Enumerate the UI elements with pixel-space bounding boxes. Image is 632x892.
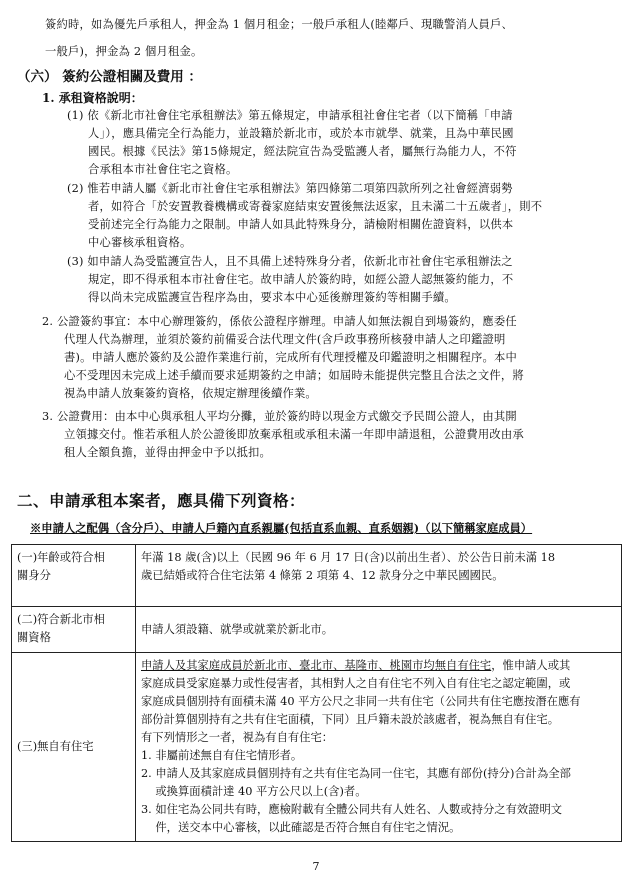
sub-1-line-4: 合承租本市社會住宅之資格。 — [88, 163, 238, 176]
intro-line-2: 一般戶)，押金為 2 個月租金。 — [45, 45, 203, 58]
sub-3-line-1: (3) 如申請人為受監護宣告人，且不具備上述特殊身分者，依新北市社會住宅承租辦法之 — [67, 255, 513, 268]
sub-2-line-3: 受前述完全行為能力之限制。申請人如具此特殊身分，請檢附相關佐證資料，以供本 — [88, 218, 514, 231]
item-3-line-3: 租人全額負擔，並得由押金中予以抵扣。 — [64, 446, 271, 459]
page-number: 7 — [312, 860, 320, 873]
item-2-line-3: 書)。申請人應於簽約及公證作業進行前，完成所有代理授權及印鑑證明之相關程序。本中 — [64, 351, 517, 364]
row-2-value: 申請人須設籍、就學或就業於新北市。 — [136, 607, 622, 653]
table-row — [12, 607, 622, 653]
item-1-title: 1. 承租資格說明： — [42, 91, 143, 105]
row-2-label: (二)符合新北市相 關資格 — [12, 607, 136, 653]
sub-1-line-3: 國民。根據《民法》第15條規定，經法院宣告為受監護人者，屬無行為能力人，不符 — [88, 145, 517, 158]
row-1-value: 年滿 18 歲(含)以上（民國 96 年 6 月 17 日(含)以前出生者）、於公告日前未滿 18 歲已結婚或符合住宅法第 4 條第 2 項第 4、12 款身分之中華民國國民。 — [136, 545, 622, 607]
underlined-no-housing-cities: 申請人及其家庭成員於新北市、臺北市、基隆市、桃園市均無自有住宅 — [141, 659, 492, 672]
item-2-line-5: 視為申請人放棄簽約資格，依規定辦理後續作業。 — [64, 387, 317, 400]
item-2-line-4: 心不受理因未完成上述手續而要求延期簽約之申請；如屆時未能提供完整且合法之文件，將 — [64, 369, 524, 382]
section-2-title: 二、申請承租本案者，應具備下列資格： — [17, 492, 306, 510]
row-3-value: 申請人及其家庭成員於新北市、臺北市、基隆市、桃園市均無自有住宅，惟申請人或其 家庭成員受家庭暴力或性侵害者，其相對人之自有住宅不列入自有住宅之認定範圍，或 家庭成員個別持有面積未滿 40 平方公尺之非同一共有住宅（公同共有住宅應按潛在應有 部份計算個別持有之共有住宅面積，下同）且戶籍未設於該處者，視為無自有住宅。 有下列情形之一者，視為有自有住宅： 1. 非屬前述無自有住宅情形者。 2. 申請人及其家庭成員個別持有之共有住宅為同一住宅，其應有部份(持分)合計為全部 或換算面積計達 40 平方公尺以上(含)者。 3. 如住宅為公同共有時，應檢附載有全體公同共有人姓名、人數或持分之有效證明文 件，送交本中心審核，以此確認是否符合無自有住宅之情況。 — [136, 653, 622, 842]
qualification-table — [11, 544, 622, 842]
sub-1-line-1: (1) 依《新北市社會住宅承租辦法》第五條規定，申請承租社會住宅者（以下簡稱「申請 — [67, 109, 513, 122]
section-6-title: （六） 簽約公證相關及費用 ： — [17, 69, 202, 85]
sub-1-line-2: 人」），應具備完全行為能力，並設籍於新北市，或於本市就學、就業，且為中華民國 — [88, 127, 514, 140]
sub-2-line-2: 者，如符合「於安置教養機構或寄養家庭結束安置後無法返家，且未滿二十五歲者」，則不 — [88, 200, 543, 213]
sub-2-line-4: 中心審核承租資格。 — [88, 236, 192, 249]
intro-line-1: 簽約時，如為優先戶承租人，押金為 1 個月租金；一般戶承租人(睦鄰戶、現職警消人員戶、 — [45, 18, 513, 31]
row-1-label: (一)年齡或符合相 關身分 — [12, 545, 136, 607]
sub-3-line-3: 得以尚未完成監護宣告程序為由，要求本中心延後辦理簽約等相關手續。 — [88, 291, 456, 304]
sub-2-line-1: (2) 惟若申請人屬《新北市社會住宅承租辦法》第四條第二項第四款所列之社會經濟弱勢 — [67, 182, 513, 195]
table-row — [12, 653, 622, 842]
sub-3-line-2: 規定，即不得承租本市社會住宅。故申請人於簽約時，如經公證人認無簽約能力，不 — [88, 273, 514, 286]
family-member-note: ※申請人之配偶（含分戶）、申請人戶籍內直系親屬(包括直系血親、直系姻親)（以下簡稱家庭成員） — [30, 521, 533, 535]
item-3-line-1: 3. 公證費用：由本中心與承租人平均分攤，並於簽約時以現金方式繳交予民間公證人，由其開 — [42, 410, 517, 423]
item-3-line-2: 立領據交付。惟若承租人於公證後即放棄承租或承租未滿一年即申請退租，公證費用改由承 — [64, 428, 524, 441]
table-row — [12, 545, 622, 607]
item-2-line-1: 2. 公證簽約事宜：本中心辦理簽約，係依公證程序辦理。申請人如無法親自到場簽約，應委任 — [42, 315, 517, 328]
item-2-line-2: 代理人代為辦理，並須於簽約前備妥合法代理文件(含戶政事務所核發申請人之印鑑證明 — [64, 333, 506, 346]
row-3-label: (三)無自有住宅 — [12, 653, 136, 842]
